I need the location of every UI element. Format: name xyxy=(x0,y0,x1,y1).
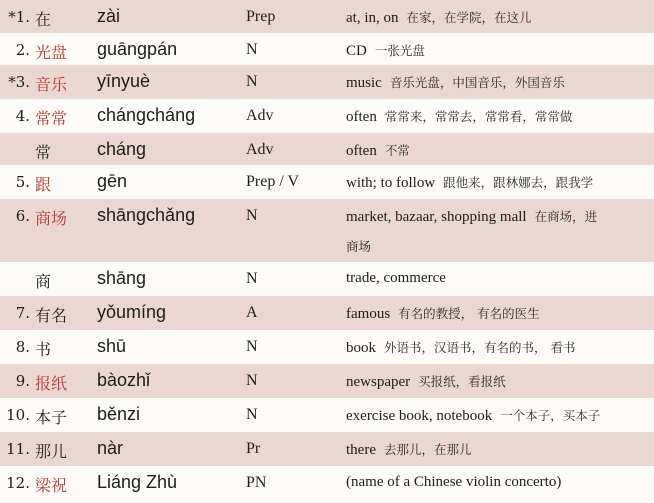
vocab-row xyxy=(0,330,654,364)
entry-number: 6. xyxy=(15,207,30,225)
entry-number: 4. xyxy=(15,107,30,125)
definition-english: often xyxy=(346,109,377,125)
entry-pinyin: bàozhǐ xyxy=(97,370,151,390)
definition-english: newspaper xyxy=(346,374,411,390)
entry-definition xyxy=(346,107,572,126)
entry-pinyin: guāngpán xyxy=(97,39,178,59)
entry-definition xyxy=(346,173,593,192)
entry-pinyin: gēn xyxy=(97,171,128,191)
definition-examples: 在家，在学院，在这儿 xyxy=(406,10,532,25)
entry-hanzi: 常常 xyxy=(35,109,68,128)
entry-definition xyxy=(346,338,575,357)
definition-english: CD xyxy=(346,43,367,59)
entry-part-of-speech: Pr xyxy=(246,440,261,457)
definition-examples: 常常来，常常去，常常看，常常做 xyxy=(384,109,573,124)
definition-examples: 在商场，进 xyxy=(534,209,598,224)
entry-hanzi: 书 xyxy=(35,340,52,359)
definition-english: exercise book, notebook xyxy=(346,408,493,424)
entry-pinyin: shū xyxy=(97,336,127,356)
vocab-row xyxy=(0,296,654,330)
definition-examples-continued: 商场 xyxy=(346,239,372,254)
entry-pinyin: nàr xyxy=(97,438,124,458)
definition-english: book xyxy=(346,340,376,356)
vocab-row xyxy=(0,199,654,262)
definition-english: market, bazaar, shopping mall xyxy=(346,209,527,225)
definition-examples: 去那儿，在那儿 xyxy=(383,442,472,457)
entry-hanzi: 音乐 xyxy=(35,75,68,94)
vocab-row xyxy=(0,432,654,466)
entry-part-of-speech: N xyxy=(246,372,258,389)
entry-hanzi: 光盘 xyxy=(35,43,68,62)
entry-number: *1. xyxy=(8,8,30,26)
entry-definition xyxy=(346,73,565,92)
entry-hanzi: 那儿 xyxy=(35,442,68,461)
entry-number: 12. xyxy=(6,474,30,492)
definition-english: (name of a Chinese violin concerto) xyxy=(346,474,562,490)
vocab-row xyxy=(0,398,654,432)
definition-english: famous xyxy=(346,306,391,322)
definition-examples: 不常 xyxy=(384,143,410,158)
vocab-row xyxy=(0,133,654,165)
entry-pinyin: běnzi xyxy=(97,404,141,424)
vocab-row xyxy=(0,33,654,65)
entry-pinyin: yīnyuè xyxy=(97,71,151,91)
definition-english: at, in, on xyxy=(346,10,399,26)
definition-english: often xyxy=(346,143,377,159)
entry-hanzi: 商 xyxy=(35,272,52,291)
definition-examples: 跟他来，跟林娜去，跟我学 xyxy=(443,175,594,190)
vocab-row xyxy=(0,65,654,99)
entry-part-of-speech: N xyxy=(246,270,258,287)
entry-definition xyxy=(346,474,561,491)
entry-number: 2. xyxy=(15,41,30,59)
definition-english: trade, commerce xyxy=(346,270,446,286)
definition-examples: 一个本子，买本子 xyxy=(500,408,601,423)
entry-hanzi: 有名 xyxy=(35,306,68,325)
entry-definition xyxy=(346,8,532,27)
entry-hanzi: 本子 xyxy=(35,408,68,427)
definition-examples: 一张光盘 xyxy=(374,43,425,58)
entry-part-of-speech: A xyxy=(246,304,258,321)
entry-part-of-speech: Adv xyxy=(246,141,274,158)
entry-part-of-speech: N xyxy=(246,73,258,90)
entry-part-of-speech: N xyxy=(246,406,258,423)
definition-examples: 有名的教授， 有名的医生 xyxy=(398,306,540,321)
entry-part-of-speech: Adv xyxy=(246,107,274,124)
entry-pinyin: shāng xyxy=(97,268,147,288)
entry-number: 7. xyxy=(15,304,30,322)
entry-number: *3. xyxy=(8,73,30,91)
entry-definition xyxy=(346,406,600,425)
entry-hanzi: 梁祝 xyxy=(35,476,68,495)
entry-hanzi: 常 xyxy=(35,143,52,162)
entry-definition xyxy=(346,207,597,226)
definition-english: with; to follow xyxy=(346,175,436,191)
definition-examples: 买报纸，看报纸 xyxy=(418,374,506,389)
entry-part-of-speech: Prep xyxy=(246,8,276,25)
definition-examples: 音乐光盘，中国音乐，外国音乐 xyxy=(389,75,565,90)
vocab-row xyxy=(0,262,654,296)
entry-definition xyxy=(346,270,446,287)
entry-part-of-speech: Prep / V xyxy=(246,173,300,190)
entry-definition xyxy=(346,304,540,323)
entry-definition xyxy=(346,372,506,391)
entry-definition xyxy=(346,141,410,160)
entry-hanzi: 报纸 xyxy=(35,374,68,393)
vocab-row xyxy=(0,466,654,503)
entry-part-of-speech: N xyxy=(246,41,258,58)
entry-number: 8. xyxy=(15,338,30,356)
definition-english: music xyxy=(346,75,382,91)
entry-definition xyxy=(346,41,425,60)
entry-hanzi: 在 xyxy=(35,10,52,29)
entry-pinyin: chángcháng xyxy=(97,105,196,125)
entry-pinyin: Liáng Zhù xyxy=(97,472,178,492)
entry-number: 11. xyxy=(6,440,30,458)
vocab-row xyxy=(0,165,654,199)
entry-part-of-speech: N xyxy=(246,338,258,355)
vocab-row xyxy=(0,0,654,33)
entry-hanzi: 跟 xyxy=(35,175,52,194)
entry-hanzi: 商场 xyxy=(35,209,68,228)
entry-pinyin: cháng xyxy=(97,139,147,159)
entry-number: 5. xyxy=(15,173,30,191)
entry-pinyin: yǒumíng xyxy=(97,302,167,322)
definition-examples: 外语书，汉语书，有名的书， 看书 xyxy=(384,340,576,355)
entry-part-of-speech: N xyxy=(246,207,258,224)
entry-pinyin: shāngchǎng xyxy=(97,205,196,225)
vocab-row xyxy=(0,99,654,133)
vocab-row xyxy=(0,364,654,398)
entry-number: 10. xyxy=(6,406,30,424)
entry-number: 9. xyxy=(15,372,30,390)
entry-part-of-speech: PN xyxy=(246,474,267,491)
entry-definition xyxy=(346,440,472,459)
entry-pinyin: zài xyxy=(97,6,121,26)
definition-english: there xyxy=(346,442,376,458)
